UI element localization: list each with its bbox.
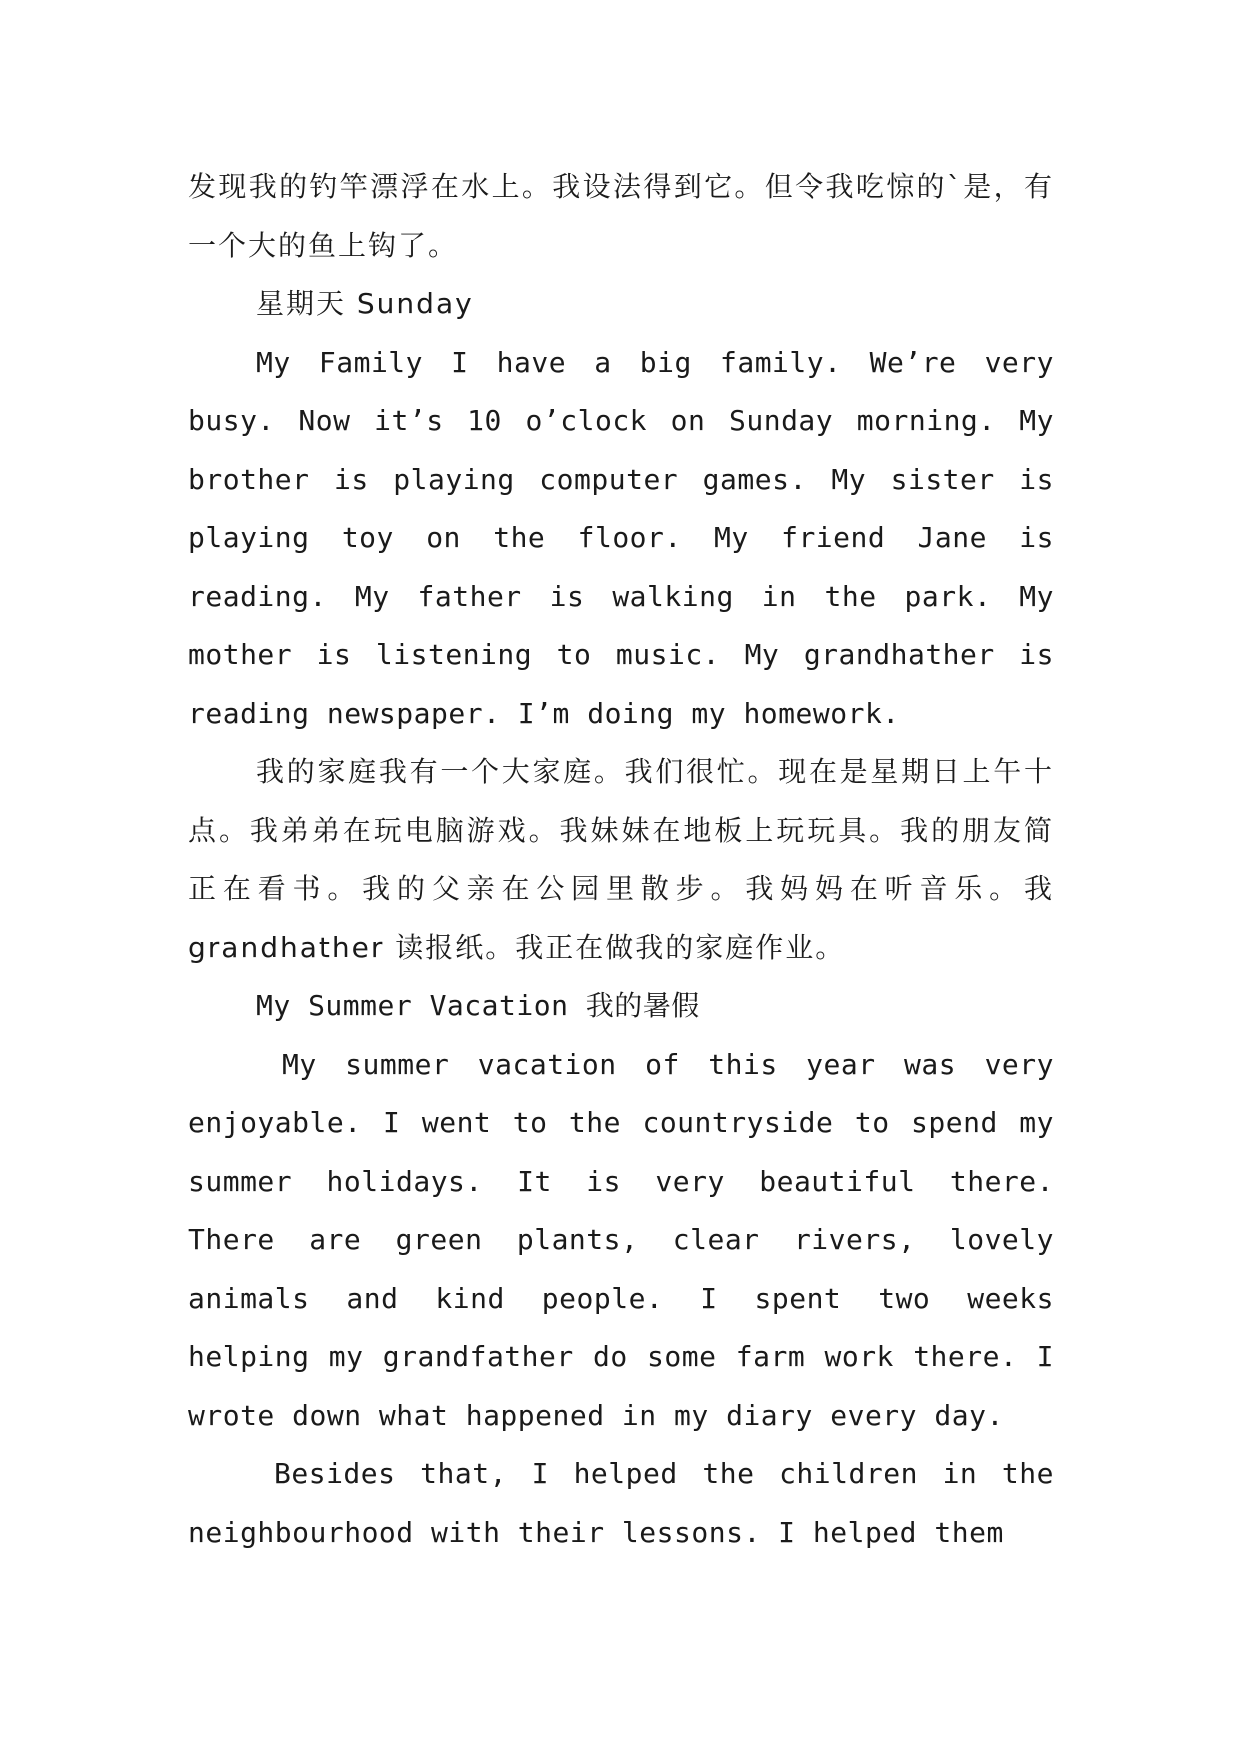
- paragraph-besides-that: Besides that, I helped the children in the neighbourhood with their lessons. I helped them: [188, 1457, 1054, 1549]
- paragraph-summer-vacation: My summer vacation of this year was very enjoyable. I went to the countryside to spend my summer holidays. It is very beautiful there. There are green plants, clear rivers, lovely animals and kind people. I spent two weeks helping my grandfather do some farm work there. I wrote down what happened in my diary every day.: [188, 1047, 1054, 1432]
- paragraph-fishing-ending: 发现我的钓竿漂浮在水上。我设法得到它。但令我吃惊的`是，有一个大的鱼上钩了。: [188, 170, 1054, 262]
- paragraph-my-family-chinese: 我的家庭我有一个大家庭。我们很忙。现在是星期日上午十点。我弟弟在玩电脑游戏。我妹妹在地板上玩玩具。我的朋友简正在看书。我的父亲在公园里散步。我妈妈在听音乐。我 grandhather 读报纸。我正在做我的家庭作业。: [188, 755, 1054, 964]
- heading-summer-vacation: My Summer Vacation 我的暑假: [256, 989, 700, 1022]
- paragraph-my-family-english: My Family I have a big family. We’re very busy. Now it’s 10 o’clock on Sunday morning. My brother is playing computer games. My sister is playing toy on the floor. My friend Jane is reading. My father is walking in the park. My mother is listening to music. My grandhather is reading newspaper. I’m doing my homework.: [188, 345, 1054, 730]
- heading-sunday: 星期天 Sunday: [256, 287, 474, 320]
- document-body: [188, 158, 1054, 1562]
